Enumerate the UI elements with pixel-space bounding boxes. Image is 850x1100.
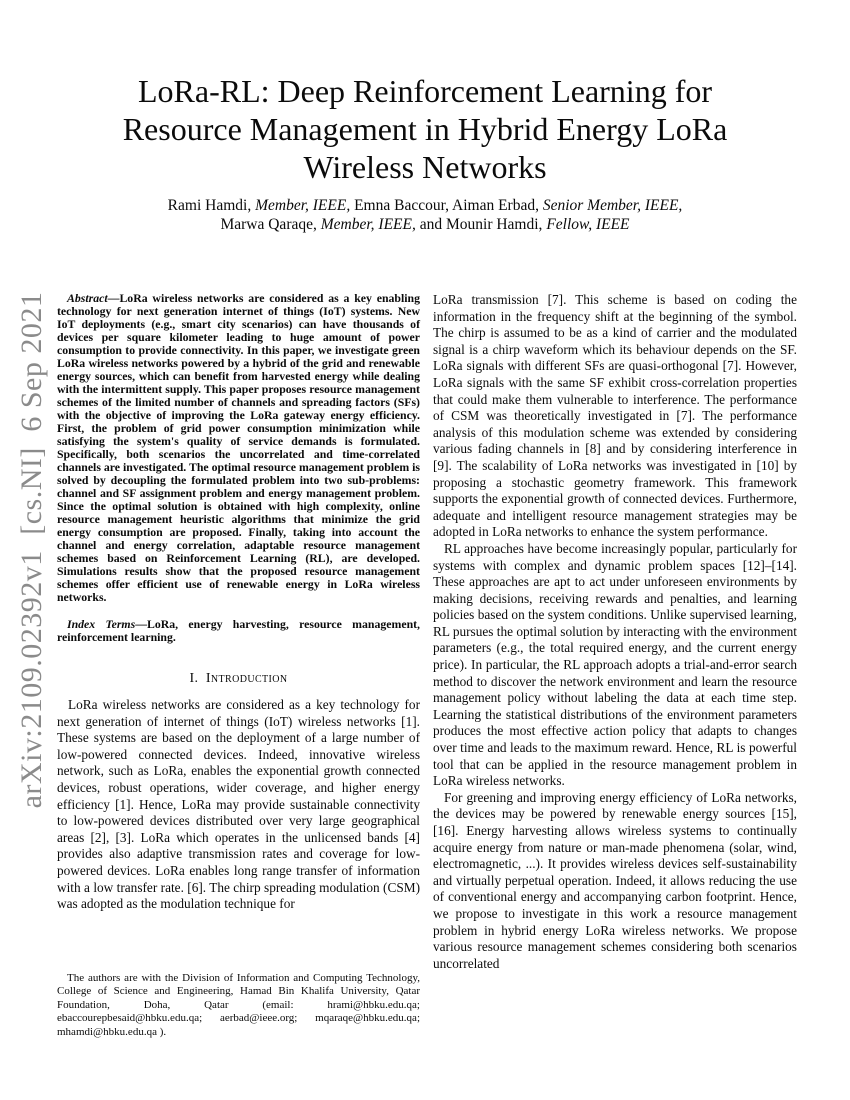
text-segment: —LoRa, energy harvesting, resource management, reinforcement learning. (57, 617, 421, 644)
text-segment: Rami Hamdi, (167, 197, 256, 214)
text-segment: Index Terms (67, 617, 136, 631)
text-segment: Member, IEEE, (255, 197, 351, 214)
author-line-1 (75, 196, 775, 215)
author-line-2 (75, 215, 775, 234)
intro-text-clip (57, 697, 420, 937)
text-segment: Member, IEEE, (320, 216, 416, 233)
abstract-paragraph (57, 292, 420, 604)
intro-paragraph-left: LoRa wireless networks are considered as a key technology for next generation of internet of things (IoT) wireless networks [1]. These systems are based on the deployment of a large number of low-powered connected devices. Indeed, innovative wireless network, such as LoRa, enables the exponential growth connected devices, robust operations, wider coverage, and higher energy efficiency [1]. Hence, LoRa may provide sustainable connectivity to low-powered devices distributed over very large geographical areas [2], [3]. LoRa which operates in the unlicensed bands [4] provides also adaptive transmission rates and coverage for low-powered devices. LoRa enables long range transfer of information with a low transfer rate. [6]. The chirp spreading modulation (CSM) was adopted as the modulation technique for (57, 697, 420, 912)
left-column (57, 292, 420, 937)
text-segment: Emna Baccour, Aiman Erbad, (350, 197, 543, 214)
index-terms-paragraph (57, 618, 420, 644)
body-paragraph-continuation: LoRa transmission [7]. This scheme is based on coding the information in the frequency shift at the beginning of the symbol. The chirp is assumed to be as a kind of carrier and the modulated signal is a chirp waveform which its behaviour depends on the SF. LoRa signals with different SFs are quasi-orthogonal [7]. However, LoRa signals with the same SF exhibit cross-correlation properties that could make them vulnerable to interference. The performance of CSM was theoretically investigated in [7]. The performance analysis of this modulation scheme was extended by considering various fading channels in [8] and by considering interference in [9]. The scalability of LoRa networks was investigated in [10] by proposing a stochastic geometry framework. This framework supports the exponential growth of connected devices. Furthermore, adequate and intelligent resource management strategies may be adopted in LoRa networks to enhance the system performance. (433, 292, 797, 540)
author-affiliation-footnote: The authors are with the Division of Information and Computing Technology, College of Science and Engineering, Hamad Bin Khalifa University, Qatar Foundation, Doha, Qatar (email: hrami@hbku.edu.qa; ebaccourepbesaid@hbku.edu.qa; aerbad@ieee.org; mqaraqe@hbku.edu.qa; mhamdi@hbku.edu.qa ). (57, 972, 420, 1038)
text-segment: and Mounir Hamdi, (415, 216, 547, 233)
body-paragraph-rl: RL approaches have become increasingly popular, particularly for systems with complex and dynamic problem spaces [12]–[14]. These approaches are apt to act under unforeseen environments by making decisions, receiving rewards and penalties, and learning policies based on the system conditions. Unlike supervised learning, RL pursues the optimal solution by interacting with the environment parameters (e.g., the total required energy, and the current energy price). In particular, the RL approach adopts a trial-and-error search method to discover the network environment and learn the resource management policy without labeling the data at each time step. Learning the statistical distributions of the environment parameters produces the most effective action policy that adapts to changes over time and leads to the maximum reward. Hence, RL is powerful tool that can be applied in the resource management problem in LoRa wireless networks. (433, 540, 798, 789)
right-column (433, 292, 797, 972)
author-block (75, 196, 775, 234)
paper-title: LoRa-RL: Deep Reinforcement Learning for Resource Management in Hybrid Energy LoRa Wireless Networks (122, 73, 728, 185)
text-segment: —LoRa wireless networks are considered as a key enabling technology for next generation internet of things (IoT) systems. New IoT deployments (e.g., smart city scenarios) can have thousands of devices per square kilometer leading to huge amount of power consumption to provide connectivity. In this paper, we investigate green LoRa wireless networks powered by a hybrid of the grid and renewable energy sources, which can benefit from harvested energy while dealing with the intermittent supply. This paper proposes resource management schemes of the limited number of channels and spreading factors (SFs) with the objective of improving the LoRa gateway energy efficiency. First, the problem of grid power consumption minimization while satisfying the system's quality of service demands is formulated. Specifically, both scenarios the uncorrelated and time-correlated channels are investigated. The optimal resource management problem is solved by decoupling the formulated problem into two sub-problems: channel and SF assignment problem and energy management problem. Since the optimal solution is obtained with high complexity, online resource management heuristic algorithms that minimize the grid energy consumption are proposed. Finally, taking into account the channel and energy correlation, adaptable resource management schemes based on Reinforcement Learning (RL), are developed. Simulations results show that the proposed resource management schemes offer efficient use of renewable energy in LoRa wireless networks. (57, 291, 420, 604)
text-segment: Senior Member, IEEE, (542, 197, 683, 214)
text-segment: Fellow, IEEE (546, 216, 630, 233)
section-heading-introduction: I. Introduction (189, 671, 288, 686)
text-segment: Marwa Qaraqe, (220, 216, 321, 233)
arxiv-watermark: arXiv:2109.02392v1 [cs.NI] 6 Sep 2021 (15, 291, 48, 809)
body-paragraph-greening: For greening and improving energy efficiency of LoRa networks, the devices may be powered by renewable energy sources [15], [16]. Energy harvesting allows wireless systems to continually acquire energy from nature or man-made phenomena (solar, wind, electromagnetic, ...). It provides wireless devices self-sustainability and virtually perpetual operation. Indeed, it allows reducing the use of conventional energy and accompanying carbon footprint. Hence, we propose to investigate in this work a resource management problem in hybrid energy LoRa wireless networks. We propose various resource management schemes considering both scenarios uncorrelated (433, 789, 797, 971)
text-segment: Abstract (67, 291, 108, 305)
